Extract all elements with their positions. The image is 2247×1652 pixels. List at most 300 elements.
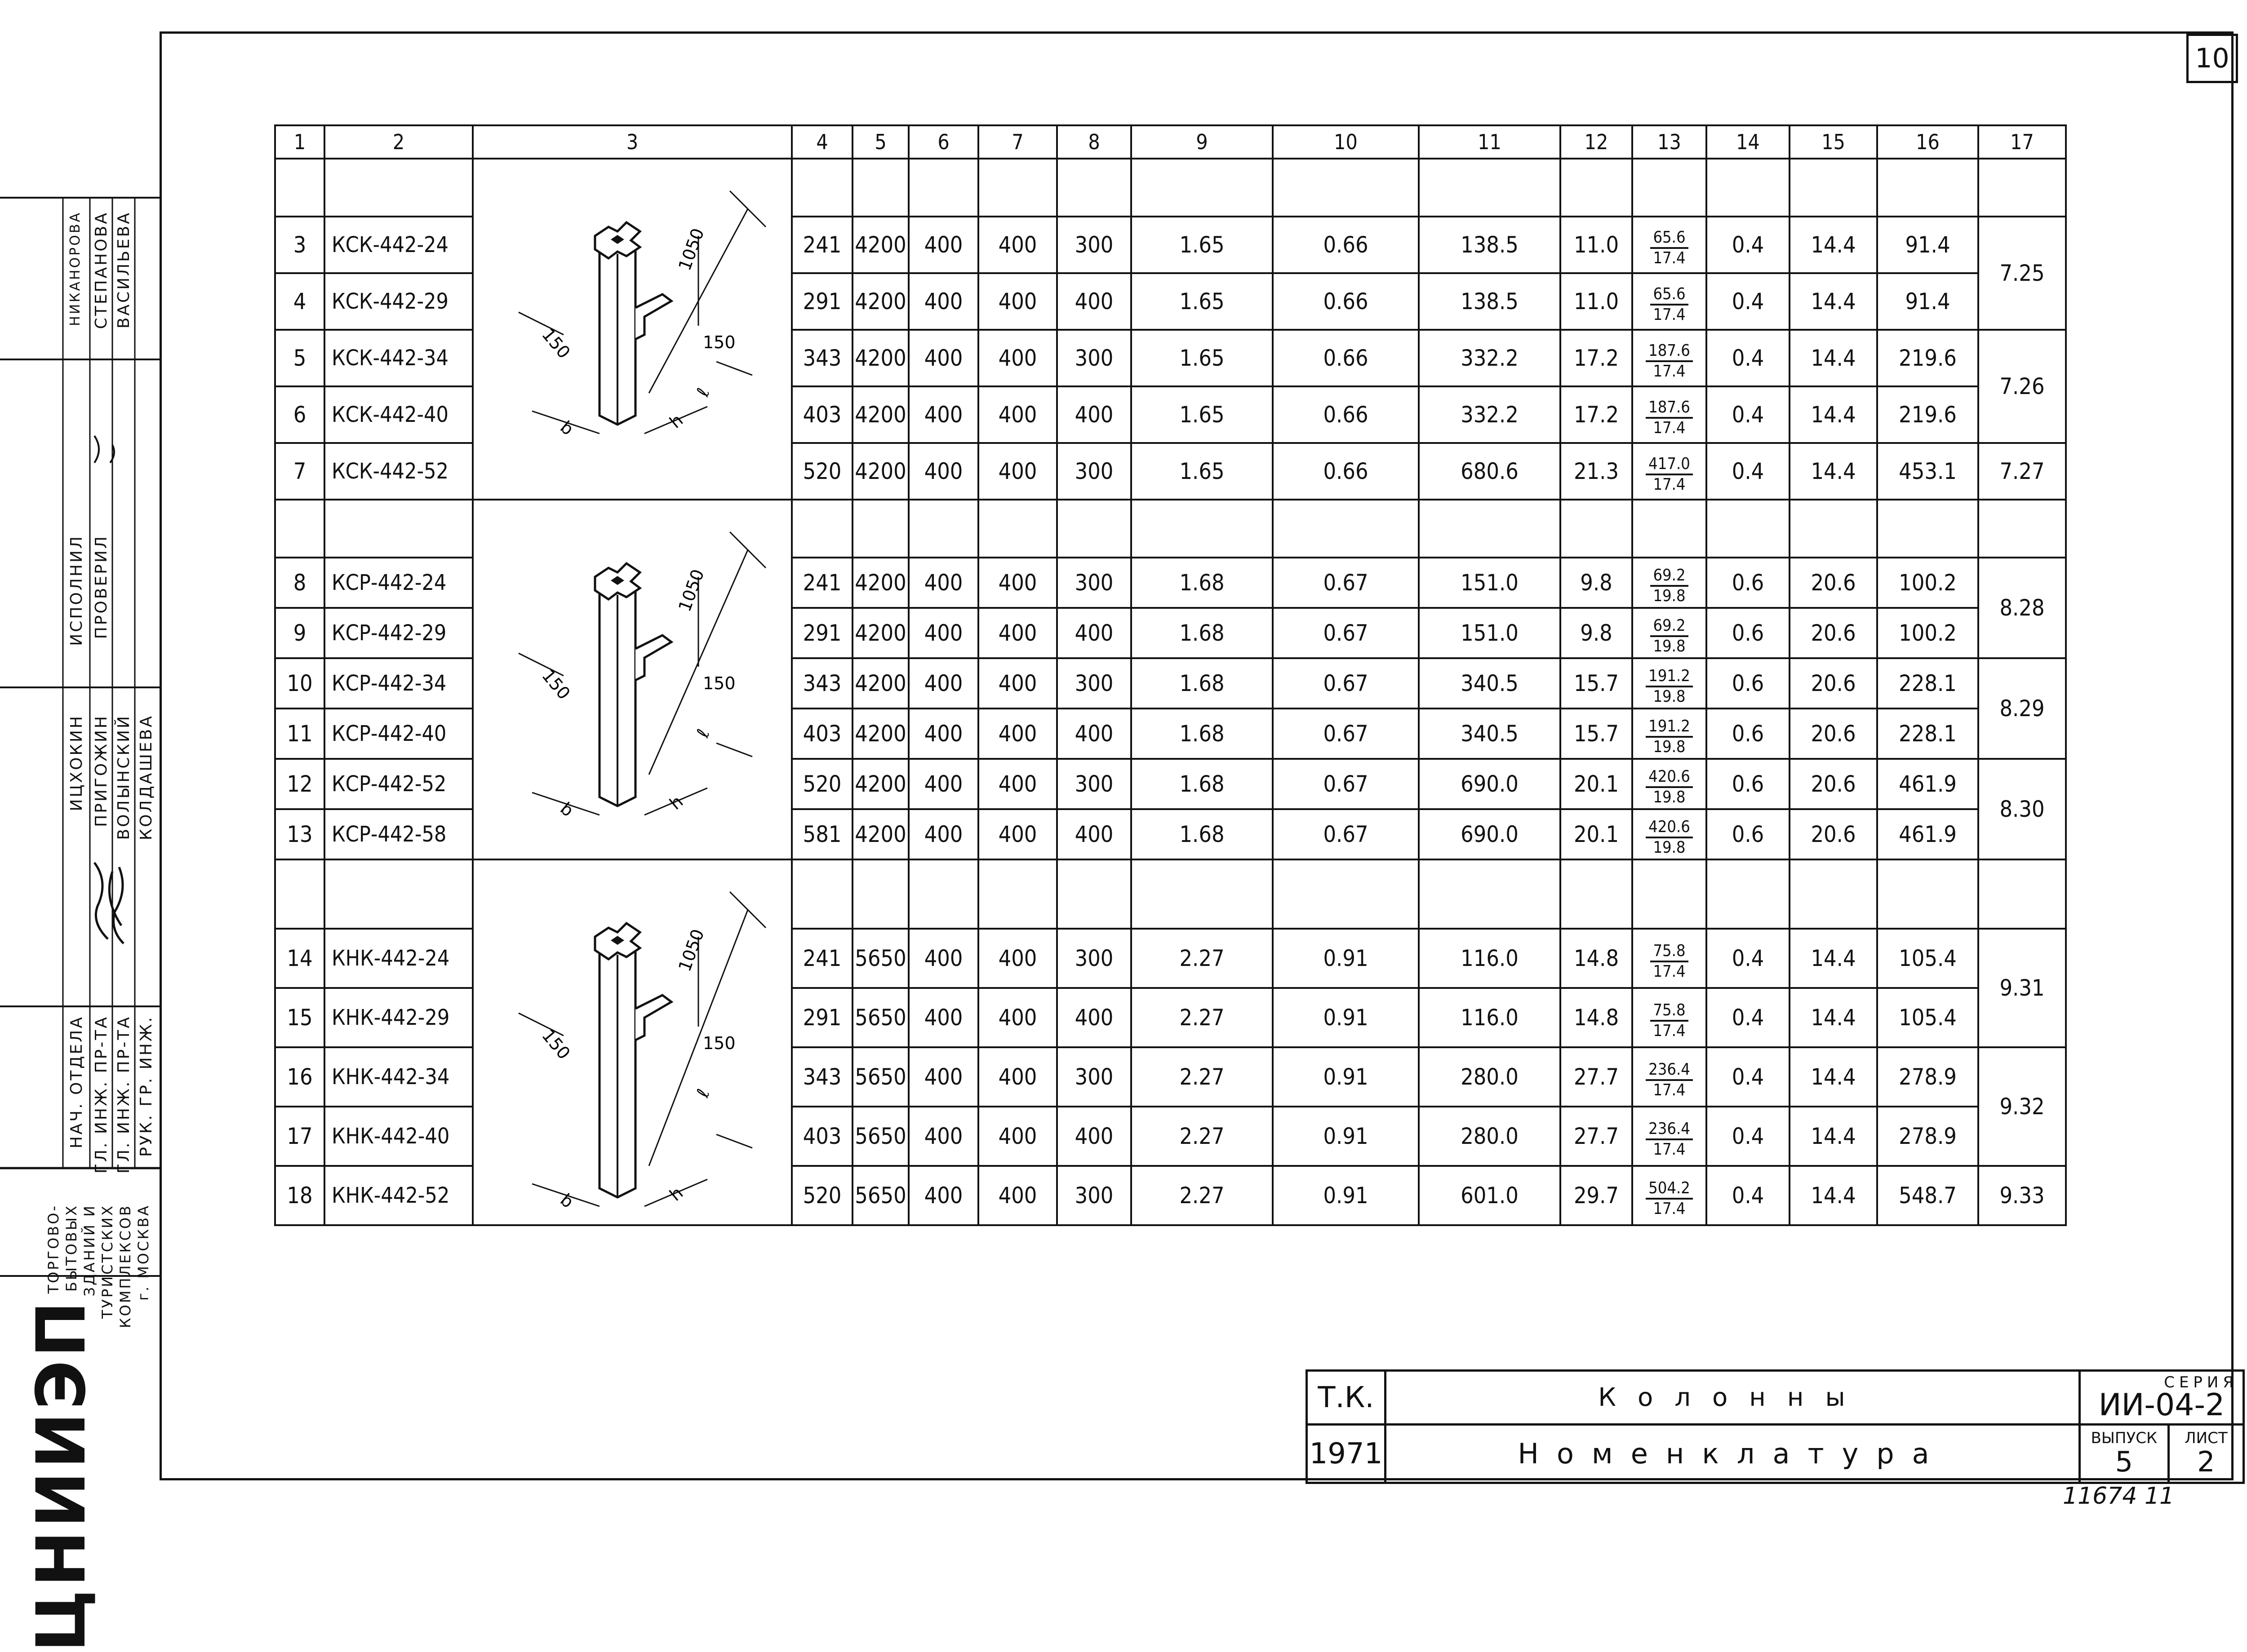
title-tk: Т.К.: [1307, 1371, 1386, 1425]
mark-cell: КСК-442-24: [324, 217, 473, 273]
cell-c7: 400: [978, 1047, 1057, 1107]
cell-c4: 520: [792, 443, 853, 500]
cell-c4: 403: [792, 1107, 853, 1166]
fraction-denominator: 17.4: [1653, 249, 1686, 267]
mark-cell: КСР-442-40: [324, 709, 473, 759]
dim-h-label: h: [666, 791, 687, 814]
cell-c14: 0.6: [1706, 759, 1790, 809]
cell-c15: 20.6: [1790, 558, 1877, 608]
fraction-denominator: 17.4: [1653, 306, 1686, 324]
dim-b-label: b: [556, 798, 577, 821]
blank-cell: [1057, 859, 1131, 929]
cell-c5: 4200: [853, 273, 909, 330]
cell-c12: 20.1: [1560, 809, 1632, 859]
fraction-denominator: 19.8: [1653, 587, 1686, 605]
blank-cell: [1632, 500, 1706, 558]
stamp-name-a-2: ПРОВЕРИЛ: [92, 535, 111, 639]
dim-right-label: 150: [703, 673, 736, 693]
cell-c8: 300: [1057, 330, 1131, 386]
stamp-org-5: КОМПЛЕКСОВ: [117, 1204, 134, 1329]
fraction-cell: [1632, 709, 1706, 759]
blank-cell: [1560, 859, 1632, 929]
fraction-cell: [1632, 330, 1706, 386]
blank-cell: [978, 500, 1057, 558]
cell-c11: 690.0: [1419, 809, 1560, 859]
dim-h-label: h: [666, 1183, 687, 1205]
cell-c14: 0.4: [1706, 273, 1790, 330]
cell-c7: 400: [978, 273, 1057, 330]
cell-c12: 15.7: [1560, 709, 1632, 759]
stamp-name-b-1: ИЦХОКИН: [67, 714, 86, 811]
cell-c16: 453.1: [1877, 443, 1978, 500]
dim-length-label: ℓ: [693, 385, 714, 399]
mark-cell: КНК-442-29: [324, 988, 473, 1047]
cell-c9: 2.27: [1131, 1047, 1273, 1107]
fraction: [1646, 717, 1693, 757]
cell-c4: 241: [792, 217, 853, 273]
blank-cell: [1706, 159, 1790, 217]
column-isometric: [474, 500, 792, 846]
cell-c15: 14.4: [1790, 217, 1877, 273]
dim-length-label: ℓ: [693, 726, 714, 740]
cell-c12: 17.2: [1560, 386, 1632, 443]
col-header-17: 17: [1978, 125, 2066, 159]
fraction-denominator: 17.4: [1653, 475, 1686, 494]
sheet-number: 10: [2186, 34, 2238, 83]
cell-c10: 0.67: [1273, 709, 1419, 759]
cell-c10: 0.91: [1273, 1107, 1419, 1166]
blank-cell: [792, 500, 853, 558]
cell-c14: 0.4: [1706, 1107, 1790, 1166]
cell-c8: 300: [1057, 217, 1131, 273]
sheet-ref-cell: 8.30: [1978, 759, 2066, 859]
fraction-numerator: 75.8: [1650, 1001, 1688, 1022]
stamp-role-3: ГЛ. ИНЖ. ПР-ТА: [115, 1015, 133, 1174]
sheet-ref-cell: 8.29: [1978, 658, 2066, 759]
cell-c6: 400: [909, 1107, 978, 1166]
cell-c12: 27.7: [1560, 1107, 1632, 1166]
cell-c11: 138.5: [1419, 273, 1560, 330]
cell-c7: 400: [978, 759, 1057, 809]
stamp-name-c-2: СТЕПАНОВА: [92, 211, 111, 329]
mark-cell: КНК-442-40: [324, 1107, 473, 1166]
fraction-numerator: 65.6: [1650, 228, 1688, 249]
cell-c14: 0.4: [1706, 1166, 1790, 1225]
col-header-6: 6: [909, 125, 978, 159]
cell-c10: 0.91: [1273, 1047, 1419, 1107]
fraction-denominator: 19.8: [1653, 687, 1686, 706]
cell-c6: 400: [909, 1047, 978, 1107]
fraction-cell: [1632, 809, 1706, 859]
cell-c4: 291: [792, 988, 853, 1047]
sheet-cell: [2168, 1425, 2243, 1483]
cell-c4: 291: [792, 273, 853, 330]
cell-c9: 1.68: [1131, 608, 1273, 658]
cell-c8: 300: [1057, 558, 1131, 608]
fraction: [1646, 1179, 1693, 1218]
mark-cell: КСР-442-52: [324, 759, 473, 809]
mark-cell: КСК-442-34: [324, 330, 473, 386]
cell-c6: 400: [909, 386, 978, 443]
stamp-org-4: ТУРИСТСКИХ: [99, 1204, 116, 1319]
mark-cell: КНК-442-52: [324, 1166, 473, 1225]
blank-cell: [909, 500, 978, 558]
blank-cell: [275, 859, 324, 929]
cell-c11: 116.0: [1419, 988, 1560, 1047]
cell-c6: 400: [909, 759, 978, 809]
cell-c10: 0.66: [1273, 443, 1419, 500]
row-number-cell: 3: [275, 217, 324, 273]
cell-c12: 9.8: [1560, 608, 1632, 658]
cell-c14: 0.6: [1706, 809, 1790, 859]
blank-cell: [324, 159, 473, 217]
dim-top-label: 1050: [675, 226, 708, 274]
col-header-2: 2: [324, 125, 473, 159]
fraction: [1646, 341, 1693, 381]
cell-c10: 0.66: [1273, 386, 1419, 443]
blank-cell: [1877, 159, 1978, 217]
cell-c5: 4200: [853, 386, 909, 443]
row-number-cell: 18: [275, 1166, 324, 1225]
fraction: [1646, 398, 1693, 438]
stamp-name-b-2: ПРИГОЖИН: [92, 714, 111, 827]
cell-c11: 151.0: [1419, 608, 1560, 658]
fraction-cell: [1632, 988, 1706, 1047]
cell-c11: 340.5: [1419, 709, 1560, 759]
fraction: [1650, 566, 1688, 606]
fraction-denominator: 17.4: [1653, 962, 1686, 981]
blank-cell: [1978, 159, 2066, 217]
row-number-cell: 10: [275, 658, 324, 709]
cell-c4: 291: [792, 608, 853, 658]
fraction-cell: [1632, 217, 1706, 273]
cell-c15: 20.6: [1790, 658, 1877, 709]
row-number-cell: 11: [275, 709, 324, 759]
cell-c11: 690.0: [1419, 759, 1560, 809]
row-number-cell: 5: [275, 330, 324, 386]
blank-cell: [1978, 859, 2066, 929]
cell-c6: 400: [909, 608, 978, 658]
mark-cell: КСР-442-24: [324, 558, 473, 608]
cell-c14: 0.4: [1706, 330, 1790, 386]
dim-top-label: 1050: [675, 926, 708, 974]
mark-cell: КСР-442-58: [324, 809, 473, 859]
blank-cell: [1632, 159, 1706, 217]
cell-c16: 228.1: [1877, 709, 1978, 759]
blank-cell: [324, 500, 473, 558]
cell-c15: 14.4: [1790, 386, 1877, 443]
blank-cell: [1560, 500, 1632, 558]
fraction-cell: [1632, 1166, 1706, 1225]
title-main: Колонны: [1386, 1371, 2080, 1425]
cell-c10: 0.91: [1273, 1166, 1419, 1225]
fraction-cell: [1632, 759, 1706, 809]
cell-c8: 300: [1057, 443, 1131, 500]
fraction-denominator: 17.4: [1653, 1022, 1686, 1040]
blank-cell: [1790, 500, 1877, 558]
blank-cell: [853, 859, 909, 929]
column-figure: [473, 500, 792, 859]
nomenclature-table: [274, 124, 2067, 1226]
cell-c15: 20.6: [1790, 759, 1877, 809]
cell-c6: 400: [909, 809, 978, 859]
mark-cell: КСК-442-29: [324, 273, 473, 330]
cell-c12: 11.0: [1560, 273, 1632, 330]
cell-c4: 403: [792, 709, 853, 759]
table-header-row: [275, 125, 2066, 159]
cell-c12: 29.7: [1560, 1166, 1632, 1225]
issue-value: 5: [2115, 1445, 2133, 1479]
fraction: [1646, 818, 1693, 857]
cell-c4: 520: [792, 759, 853, 809]
col-header-16: 16: [1877, 125, 1978, 159]
cell-c12: 21.3: [1560, 443, 1632, 500]
cell-c4: 241: [792, 929, 853, 988]
cell-c8: 400: [1057, 273, 1131, 330]
cell-c14: 0.6: [1706, 658, 1790, 709]
fraction-numerator: 69.2: [1650, 616, 1688, 637]
row-number-cell: 12: [275, 759, 324, 809]
fraction-numerator: 187.6: [1646, 398, 1693, 419]
mark-cell: КСК-442-40: [324, 386, 473, 443]
row-number-cell: 14: [275, 929, 324, 988]
cell-c9: 2.27: [1131, 988, 1273, 1047]
title-year: 1971: [1307, 1425, 1386, 1483]
stamp-name-a-1: ИСПОЛНИЛ: [67, 535, 86, 646]
cell-c15: 14.4: [1790, 1107, 1877, 1166]
cell-c11: 340.5: [1419, 658, 1560, 709]
cell-c11: 280.0: [1419, 1107, 1560, 1166]
cell-c8: 400: [1057, 809, 1131, 859]
col-header-13: 13: [1632, 125, 1706, 159]
cell-c8: 300: [1057, 929, 1131, 988]
stamp-org-6: г. МОСКВА: [135, 1204, 152, 1301]
fraction-denominator: 19.8: [1653, 838, 1686, 857]
fraction-denominator: 17.4: [1653, 362, 1686, 381]
blank-cell: [1419, 859, 1560, 929]
series-value: ИИ-04-2: [2098, 1387, 2225, 1423]
cell-c14: 0.4: [1706, 929, 1790, 988]
cell-c7: 400: [978, 386, 1057, 443]
cell-c14: 0.6: [1706, 709, 1790, 759]
col-header-5: 5: [853, 125, 909, 159]
dim-b-label: b: [556, 417, 577, 439]
cell-c9: 1.68: [1131, 558, 1273, 608]
cell-c6: 400: [909, 929, 978, 988]
cell-c8: 300: [1057, 1166, 1131, 1225]
cell-c4: 520: [792, 1166, 853, 1225]
blank-cell: [853, 500, 909, 558]
cell-c5: 4200: [853, 809, 909, 859]
fraction-cell: [1632, 608, 1706, 658]
blank-cell: [1706, 859, 1790, 929]
cell-c15: 14.4: [1790, 1166, 1877, 1225]
sheet-ref-cell: 7.25: [1978, 217, 2066, 330]
cell-c7: 400: [978, 709, 1057, 759]
cell-c10: 0.91: [1273, 988, 1419, 1047]
cell-c16: 219.6: [1877, 330, 1978, 386]
cell-c15: 14.4: [1790, 929, 1877, 988]
cell-c4: 581: [792, 809, 853, 859]
cell-c10: 0.66: [1273, 273, 1419, 330]
blank-cell: [1790, 159, 1877, 217]
cell-c9: 1.68: [1131, 809, 1273, 859]
stamp-name-b-3: ВОЛЫНСКИЙ: [115, 714, 133, 840]
col-header-12: 12: [1560, 125, 1632, 159]
cell-c5: 4200: [853, 709, 909, 759]
cell-c8: 400: [1057, 386, 1131, 443]
cell-c8: 300: [1057, 658, 1131, 709]
col-header-11: 11: [1419, 125, 1560, 159]
blank-cell: [909, 859, 978, 929]
dim-right-label: 150: [703, 332, 736, 352]
blank-cell: [1131, 500, 1273, 558]
cell-c15: 14.4: [1790, 443, 1877, 500]
col-header-10: 10: [1273, 125, 1419, 159]
col-header-7: 7: [978, 125, 1057, 159]
cell-c10: 0.91: [1273, 929, 1419, 988]
fraction: [1650, 285, 1688, 324]
blank-cell: [275, 159, 324, 217]
cell-c16: 105.4: [1877, 929, 1978, 988]
fraction: [1650, 228, 1688, 268]
cell-c10: 0.66: [1273, 330, 1419, 386]
fraction-numerator: 504.2: [1646, 1179, 1693, 1200]
cell-c8: 400: [1057, 709, 1131, 759]
cell-c7: 400: [978, 1166, 1057, 1225]
cell-c16: 228.1: [1877, 658, 1978, 709]
fraction-denominator: 19.8: [1653, 738, 1686, 756]
cell-c11: 680.6: [1419, 443, 1560, 500]
fraction: [1650, 616, 1688, 656]
fraction-cell: [1632, 1047, 1706, 1107]
cell-c7: 400: [978, 217, 1057, 273]
fraction-numerator: 69.2: [1650, 566, 1688, 587]
cell-c7: 400: [978, 443, 1057, 500]
cell-c16: 91.4: [1877, 217, 1978, 273]
cell-c6: 400: [909, 988, 978, 1047]
fraction-cell: [1632, 443, 1706, 500]
cell-c11: 332.2: [1419, 330, 1560, 386]
blank-cell: [1273, 159, 1419, 217]
cell-c9: 1.68: [1131, 658, 1273, 709]
cell-c15: 20.6: [1790, 809, 1877, 859]
cell-c14: 0.6: [1706, 608, 1790, 658]
title-block: [1306, 1369, 2245, 1484]
cell-c15: 20.6: [1790, 608, 1877, 658]
cell-c4: 403: [792, 386, 853, 443]
fraction: [1646, 1120, 1693, 1159]
cell-c16: 219.6: [1877, 386, 1978, 443]
row-number-cell: 6: [275, 386, 324, 443]
cell-c12: 14.8: [1560, 988, 1632, 1047]
fraction-denominator: 17.4: [1653, 419, 1686, 437]
fraction-numerator: 65.6: [1650, 285, 1688, 306]
cell-c9: 1.68: [1131, 759, 1273, 809]
cell-c5: 4200: [853, 558, 909, 608]
col-header-4: 4: [792, 125, 853, 159]
left-stamp: [0, 31, 160, 1652]
blank-cell: [1978, 500, 2066, 558]
cell-c11: 601.0: [1419, 1166, 1560, 1225]
stamp-name-b-4: КОЛДАШЕВА: [137, 714, 155, 841]
blank-cell: [1632, 859, 1706, 929]
cell-c9: 1.68: [1131, 709, 1273, 759]
stamp-org-2: БЫТОВЫХ: [63, 1204, 80, 1292]
cell-c15: 14.4: [1790, 330, 1877, 386]
mark-cell: КНК-442-24: [324, 929, 473, 988]
fraction-cell: [1632, 1107, 1706, 1166]
cell-c5: 5650: [853, 1047, 909, 1107]
blank-cell: [1057, 159, 1131, 217]
row-number-cell: 16: [275, 1047, 324, 1107]
stamp-role-1: НАЧ. ОТДЕЛА: [67, 1015, 86, 1149]
group-spacer-row: [275, 500, 2066, 558]
blank-cell: [1877, 500, 1978, 558]
cell-c5: 4200: [853, 608, 909, 658]
col-header-1: 1: [275, 125, 324, 159]
cell-c10: 0.67: [1273, 658, 1419, 709]
col-header-15: 15: [1790, 125, 1877, 159]
cell-c4: 241: [792, 558, 853, 608]
doc-code: 11674 11: [2063, 1483, 2175, 1510]
cell-c16: 278.9: [1877, 1047, 1978, 1107]
column-figure: [473, 159, 792, 500]
cell-c5: 4200: [853, 217, 909, 273]
stamp-name-c-1: НИКАНОРОВА: [67, 211, 83, 326]
cell-c16: 461.9: [1877, 759, 1978, 809]
mark-cell: КСР-442-34: [324, 658, 473, 709]
mark-cell: КНК-442-34: [324, 1047, 473, 1107]
fraction-numerator: 420.6: [1646, 818, 1693, 838]
fraction-denominator: 19.8: [1653, 788, 1686, 806]
cell-c16: 100.2: [1877, 608, 1978, 658]
blank-cell: [978, 859, 1057, 929]
dim-length-label: ℓ: [693, 1086, 714, 1100]
col-header-3: 3: [473, 125, 792, 159]
fraction-numerator: 191.2: [1646, 667, 1693, 687]
fraction-cell: [1632, 386, 1706, 443]
sheet-ref-cell: 9.31: [1978, 929, 2066, 1047]
cell-c4: 343: [792, 658, 853, 709]
cell-c8: 400: [1057, 1107, 1131, 1166]
cell-c16: 278.9: [1877, 1107, 1978, 1166]
cell-c12: 11.0: [1560, 217, 1632, 273]
blank-cell: [792, 859, 853, 929]
cell-c16: 461.9: [1877, 809, 1978, 859]
cell-c12: 9.8: [1560, 558, 1632, 608]
dim-side-label: 150: [538, 665, 574, 704]
cell-c12: 17.2: [1560, 330, 1632, 386]
cell-c9: 1.65: [1131, 386, 1273, 443]
cell-c9: 1.65: [1131, 443, 1273, 500]
cell-c8: 400: [1057, 988, 1131, 1047]
row-number-cell: 7: [275, 443, 324, 500]
fraction-denominator: 17.4: [1653, 1140, 1686, 1159]
blank-cell: [1560, 159, 1632, 217]
sheet-ref-cell: 9.33: [1978, 1166, 2066, 1225]
blank-cell: [1131, 159, 1273, 217]
cell-c11: 280.0: [1419, 1047, 1560, 1107]
cell-c7: 400: [978, 1107, 1057, 1166]
cell-c10: 0.67: [1273, 759, 1419, 809]
cell-c16: 548.7: [1877, 1166, 1978, 1225]
blank-cell: [1877, 859, 1978, 929]
cell-c7: 400: [978, 809, 1057, 859]
dim-h-label: h: [666, 410, 687, 432]
cell-c5: 5650: [853, 929, 909, 988]
blank-cell: [1419, 159, 1560, 217]
